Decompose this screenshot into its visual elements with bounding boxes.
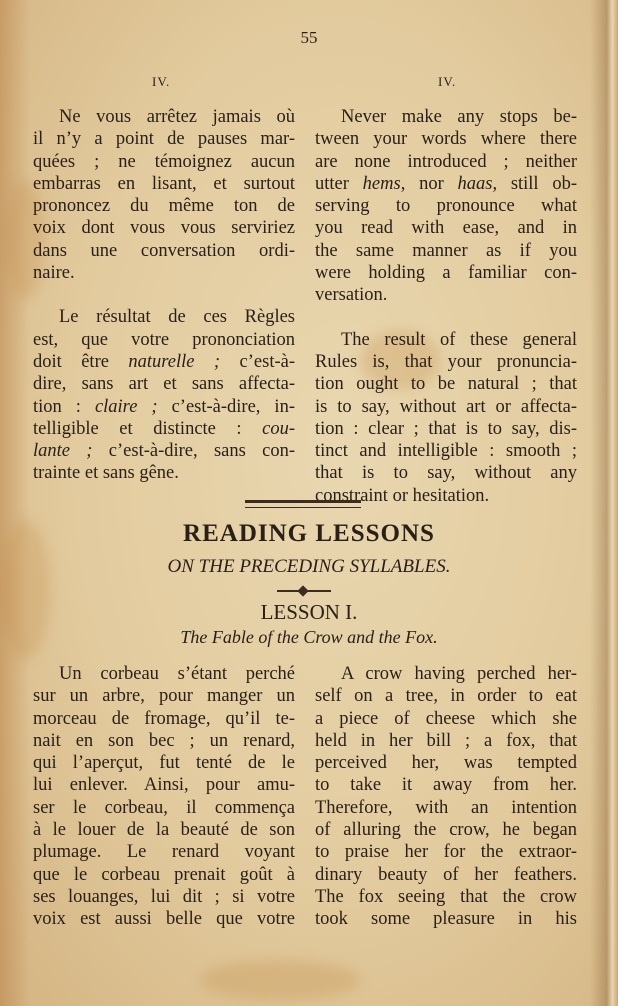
- text-segment: embarras en lisant, et surtout: [33, 173, 295, 194]
- text-line: [33, 173, 295, 195]
- ornament-divider: [277, 590, 331, 592]
- text-segment: that is to say, without any: [315, 463, 577, 484]
- text-line: [315, 217, 577, 239]
- text-line: [33, 195, 295, 217]
- italic-text: lante ;: [33, 441, 93, 462]
- text-segment: are none introduced ; neither: [315, 151, 577, 172]
- text-segment: ses louanges, lui dit ; si votre: [33, 886, 295, 907]
- text-line: [33, 752, 295, 774]
- text-segment: a piece of cheese which she: [315, 708, 577, 729]
- text-segment: dinary beauty of her feathers.: [315, 864, 577, 885]
- text-segment: Never make any stops be-: [341, 107, 577, 127]
- english-column-fable: [315, 663, 577, 931]
- text-line: [315, 151, 577, 173]
- text-segment: tinct and intelligible : smooth ;: [315, 441, 577, 462]
- text-segment: versation.: [315, 285, 388, 306]
- section-subtitle: ON THE PRECEDING SYLLABLES.: [167, 556, 451, 577]
- text-segment: tion : clear ; that is to say, dis-: [315, 418, 577, 439]
- text-segment: est, que votre prononciation: [33, 329, 295, 350]
- text-line: [315, 685, 577, 707]
- french-column-fable: [33, 663, 295, 931]
- text-line: [315, 373, 577, 395]
- text-line: [33, 106, 295, 128]
- text-line: [33, 396, 295, 418]
- text-line: [33, 351, 295, 373]
- text-segment: Therefore, with an intention: [315, 797, 577, 818]
- text-line: [315, 886, 577, 908]
- text-line: [315, 797, 577, 819]
- text-line: [33, 306, 295, 328]
- text-line: [33, 329, 295, 351]
- text-segment: is to say, without art or affecta-: [315, 396, 577, 417]
- text-line: [33, 373, 295, 395]
- text-segment: doit être: [33, 351, 129, 372]
- section-title: READING LESSONS: [183, 520, 435, 547]
- text-line: [315, 708, 577, 730]
- text-segment: nait en son bec ; un renard,: [33, 730, 295, 751]
- page-number: 55: [300, 28, 318, 47]
- text-line: [33, 708, 295, 730]
- text-line: [315, 128, 577, 150]
- page-edge-stain: [0, 0, 30, 1006]
- text-line: [33, 819, 295, 841]
- text-segment: constraint or hesitation.: [315, 485, 490, 506]
- text-segment: of alluring the crow, he began: [315, 820, 577, 841]
- text-line: [33, 774, 295, 796]
- text-segment: c’est-à-: [220, 351, 295, 372]
- text-line: [315, 752, 577, 774]
- text-line: [33, 797, 295, 819]
- text-segment: dans une conversation ordi-: [33, 240, 295, 261]
- text-segment: c’est-à-dire, in-: [157, 396, 295, 417]
- text-line: [33, 128, 295, 150]
- text-line: [33, 730, 295, 752]
- text-line: [315, 730, 577, 752]
- text-segment: à le louer de la beauté de son: [33, 820, 295, 841]
- text-segment: Rules is, that your pronuncia-: [315, 351, 577, 372]
- text-segment: A crow having perched her-: [341, 664, 577, 684]
- text-segment: il n’y a point de pauses mar-: [33, 129, 295, 150]
- text-segment: dire, sans art et sans affecta-: [33, 374, 295, 395]
- text-line: [33, 462, 295, 484]
- text-segment: took some pleasure in his: [315, 909, 577, 930]
- text-segment: plumage. Le renard voyant: [33, 842, 295, 863]
- text-segment: serving to pronounce what: [315, 196, 577, 217]
- lesson-title: LESSON I.: [260, 600, 358, 624]
- text-segment: tion ought to be natural ; that: [315, 374, 577, 395]
- text-segment: to praise her for the extraor-: [315, 842, 577, 863]
- text-segment: The fox seeing that the crow: [315, 886, 577, 907]
- text-segment: , nor: [400, 173, 458, 194]
- text-line: [315, 173, 577, 195]
- text-line: [33, 440, 295, 462]
- text-line: [315, 396, 577, 418]
- text-line: [33, 663, 295, 685]
- text-line: [315, 240, 577, 262]
- text-segment: you read with ease, and in: [315, 218, 577, 239]
- text-line: [315, 418, 577, 440]
- paragraph-gap: [33, 284, 295, 306]
- text-line: [315, 106, 577, 128]
- section-divider: [245, 500, 361, 508]
- text-segment: morceau de fromage, qu’il te-: [33, 708, 295, 729]
- text-segment: ser le corbeau, il commença: [33, 797, 295, 818]
- text-segment: perceived her, was tempted: [315, 753, 577, 774]
- text-line: [33, 151, 295, 173]
- text-segment: voix est aussi belle que votre: [33, 909, 295, 930]
- text-segment: the same manner as if you: [315, 240, 577, 261]
- text-segment: prononcez du même ton de: [33, 196, 295, 217]
- text-line: [315, 841, 577, 863]
- text-segment: naire.: [33, 263, 75, 284]
- text-line: [315, 774, 577, 796]
- text-line: [33, 908, 295, 930]
- text-line: [315, 819, 577, 841]
- french-column-top: [33, 106, 295, 485]
- text-segment: trainte et sans gêne.: [33, 463, 179, 484]
- paragraph-gap: [315, 307, 577, 329]
- italic-text: naturelle ;: [128, 351, 221, 372]
- italic-text: cou-: [262, 418, 295, 439]
- text-line: [33, 418, 295, 440]
- text-line: [315, 284, 577, 306]
- italic-text: haas: [457, 173, 493, 194]
- fable-title: The Fable of the Crow and the Fox.: [180, 627, 438, 647]
- french-column-heading: IV.: [152, 74, 171, 89]
- text-segment: held in her bill ; a fox, that: [315, 730, 577, 751]
- text-line: [315, 351, 577, 373]
- text-line: [33, 685, 295, 707]
- text-line: [315, 262, 577, 284]
- text-segment: tween your words where there: [315, 129, 577, 150]
- text-line: [315, 908, 577, 930]
- text-segment: tion :: [33, 396, 95, 417]
- text-line: [33, 240, 295, 262]
- text-line: [33, 262, 295, 284]
- english-column-heading: IV.: [438, 74, 457, 89]
- text-segment: telligible et distincte :: [33, 418, 263, 439]
- text-segment: sur un arbre, pour manger un: [33, 686, 295, 707]
- text-segment: to take it away from her.: [315, 775, 577, 796]
- text-segment: que le corbeau prenait goût à: [33, 864, 295, 885]
- text-segment: voix dont vous vous serviriez: [33, 218, 295, 239]
- text-segment: utter: [315, 173, 363, 194]
- text-line: [33, 864, 295, 886]
- text-segment: Le résultat de ces Règles: [59, 307, 295, 328]
- text-segment: lui enlever. Ainsi, pour amu-: [33, 775, 295, 796]
- text-segment: The result of these general: [341, 329, 577, 350]
- text-line: [315, 329, 577, 351]
- text-line: [33, 217, 295, 239]
- text-line: [33, 886, 295, 908]
- text-line: [315, 663, 577, 685]
- text-line: [315, 462, 577, 484]
- text-segment: Un corbeau s’étant perché: [59, 664, 295, 684]
- english-column-top: [315, 106, 577, 507]
- text-segment: self on a tree, in order to eat: [315, 686, 577, 707]
- text-line: [315, 440, 577, 462]
- text-segment: c’est-à-dire, sans con-: [92, 441, 295, 462]
- text-line: [33, 841, 295, 863]
- text-line: [315, 195, 577, 217]
- stain: [200, 960, 360, 1000]
- italic-text: hems: [362, 173, 401, 194]
- text-segment: qui l’aperçut, fut tenté de le: [33, 753, 295, 774]
- text-line: [315, 864, 577, 886]
- text-segment: were holding a familiar con-: [315, 263, 577, 284]
- book-spine-edge: [590, 0, 618, 1006]
- text-segment: quées ; ne témoignez aucun: [33, 151, 295, 172]
- text-segment: , still ob-: [492, 173, 577, 194]
- text-segment: Ne vous arrêtez jamais où: [59, 107, 295, 127]
- italic-text: claire ;: [94, 396, 158, 417]
